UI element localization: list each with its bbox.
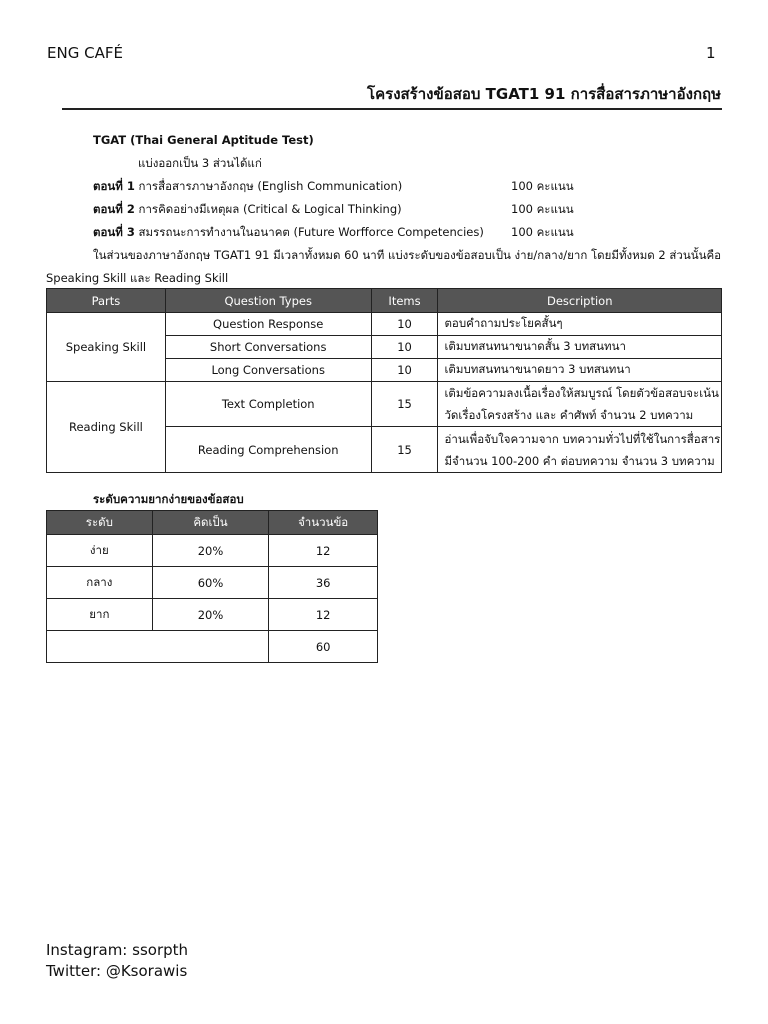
items-cell: 15 xyxy=(371,382,438,427)
part-1-label: ตอนที่ 1 xyxy=(93,179,135,193)
structure-table xyxy=(46,288,722,473)
col-header-question-types: Question Types xyxy=(165,289,371,313)
description-cell: ตอบคำถามประโยคสั้นๆ xyxy=(438,313,722,336)
difficulty-table xyxy=(46,510,378,663)
col-header-items: Items xyxy=(371,289,438,313)
part-2-desc: การคิดอย่างมีเหตุผล (Critical & Logical Thinking) xyxy=(138,202,402,216)
total-label-cell xyxy=(47,631,269,663)
count-cell: 36 xyxy=(269,567,378,599)
question-type-cell: Short Conversations xyxy=(165,336,371,359)
col-header-description: Description xyxy=(438,289,722,313)
document-title: โครงสร้างข้อสอบ TGAT1 91 การสื่อสารภาษาอังกฤษ xyxy=(367,85,721,103)
intro-heading: TGAT (Thai General Aptitude Test) xyxy=(93,133,314,147)
count-cell: 12 xyxy=(269,599,378,631)
page-number: 1 xyxy=(706,44,716,62)
part-1-desc: การสื่อสารภาษาอังกฤษ (English Communication) xyxy=(138,179,403,193)
intro-paragraph-line-2: Speaking Skill และ Reading Skill xyxy=(46,271,229,285)
part-3-line xyxy=(93,224,484,242)
percent-cell: 60% xyxy=(152,567,269,599)
description-line: มีจำนวน 100-200 คำ ต่อบทความ จำนวน 3 บทความ xyxy=(444,453,715,468)
level-cell: กลาง xyxy=(47,567,153,599)
question-type-cell: Reading Comprehension xyxy=(165,427,371,473)
description-line: อ่านเพื่อจับใจความจาก บทความทั่วไปที่ใช้ในการสื่อสาร xyxy=(444,431,721,446)
part-1-score: 100 คะแนน xyxy=(511,179,574,193)
part-3-score: 100 คะแนน xyxy=(511,225,574,239)
level-cell: ง่าย xyxy=(47,535,153,567)
footer-twitter: Twitter: @Ksorawis xyxy=(46,962,188,980)
title-divider xyxy=(62,108,722,110)
part-3-label: ตอนที่ 3 xyxy=(93,225,135,239)
items-cell: 10 xyxy=(371,336,438,359)
percent-cell: 20% xyxy=(152,535,269,567)
header-brand: ENG CAFÉ xyxy=(47,44,123,62)
part-2-line xyxy=(93,201,402,219)
description-cell xyxy=(438,427,722,473)
difficulty-heading: ระดับความยากง่ายของข้อสอบ xyxy=(93,492,244,506)
part-speaking-skill: Speaking Skill xyxy=(47,313,166,382)
part-3-desc: สมรรถนะการทำงานในอนาคต (Future Worfforce Competencies) xyxy=(138,225,484,239)
question-type-cell: Text Completion xyxy=(165,382,371,427)
part-2-label: ตอนที่ 2 xyxy=(93,202,135,216)
part-reading-skill: Reading Skill xyxy=(47,382,166,473)
col-header-parts: Parts xyxy=(47,289,166,313)
description-line: วัดเรื่องโครงสร้าง และ คำศัพท์ จำนวน 2 บทความ xyxy=(444,408,694,422)
description-cell xyxy=(438,382,722,427)
col-header-level: ระดับ xyxy=(47,511,153,535)
items-cell: 10 xyxy=(371,313,438,336)
total-count-cell: 60 xyxy=(269,631,378,663)
description-cell: เติมบทสนทนาขนาดยาว 3 บทสนทนา xyxy=(438,359,722,382)
items-cell: 15 xyxy=(371,427,438,473)
description-cell: เติมบทสนทนาขนาดสั้น 3 บทสนทนา xyxy=(438,336,722,359)
intro-subheading: แบ่งออกเป็น 3 ส่วนได้แก่ xyxy=(138,156,262,170)
question-type-cell: Long Conversations xyxy=(165,359,371,382)
level-cell: ยาก xyxy=(47,599,153,631)
col-header-percent: คิดเป็น xyxy=(152,511,269,535)
percent-cell: 20% xyxy=(152,599,269,631)
question-type-cell: Question Response xyxy=(165,313,371,336)
description-line: เติมข้อความลงเนื้อเรื่องให้สมบูรณ์ โดยตัวข้อสอบจะเน้น xyxy=(444,386,719,400)
count-cell: 12 xyxy=(269,535,378,567)
part-2-score: 100 คะแนน xyxy=(511,202,574,216)
footer-instagram: Instagram: ssorpth xyxy=(46,941,189,959)
part-1-line xyxy=(93,178,402,196)
items-cell: 10 xyxy=(371,359,438,382)
col-header-count: จำนวนข้อ xyxy=(269,511,378,535)
intro-paragraph-line-1: ในส่วนของภาษาอังกฤษ TGAT1 91 มีเวลาทั้งหมด 60 นาที แบ่งระดับของข้อสอบเป็น ง่าย/กลาง/ยาก โดยมีทั้งหมด 2 ส่วนนั้นคือ xyxy=(93,248,722,262)
